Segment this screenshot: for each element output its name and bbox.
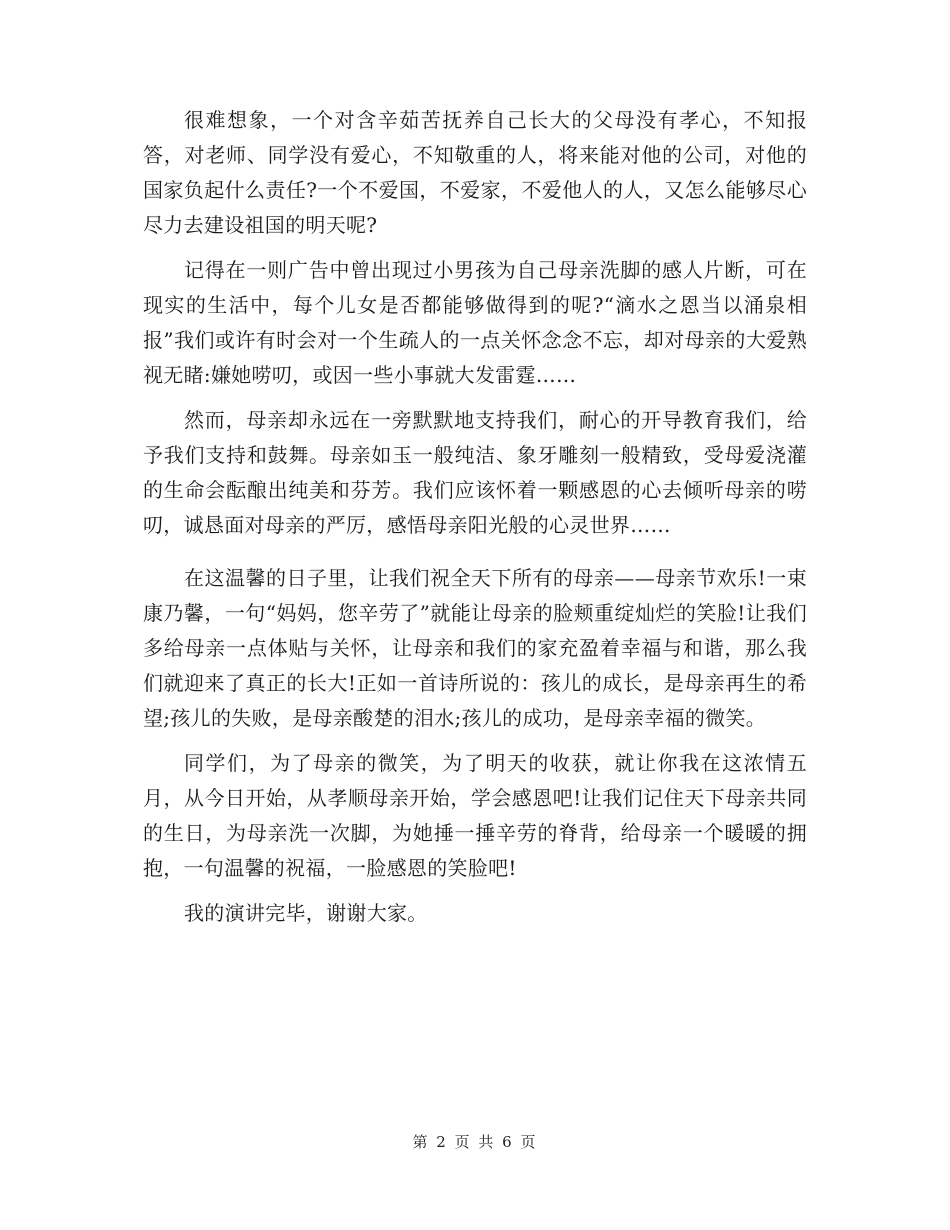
page-number-footer: 第 2 页 共 6 页 (412, 1133, 538, 1151)
paragraph-5: 同学们，为了母亲的微笑，为了明天的收获，就让你我在这浓情五月，从今日开始，从孝顺母亲开始，学会感恩吧!让我们记住天下母亲共同的生日，为母亲洗一次脚，为她捶一捶辛劳的脊背，给母亲一个暖暖的拥抱，一句温馨的祝福，一脸感恩的笑脸吧! (143, 751, 807, 880)
paragraph-1: 很难想象，一个对含辛茹苦抚养自己长大的父母没有孝心，不知报答，对老师、同学没有爱心，不知敬重的人，将来能对他的公司，对他的国家负起什么责任?一个不爱国，不爱家，不爱他人的人，又怎么能够尽心尽力去建设祖国的明天呢? (143, 108, 807, 237)
document-body (143, 103, 807, 931)
paragraph-4: 在这温馨的日子里，让我们祝全天下所有的母亲——母亲节欢乐!一束康乃馨，一句“妈妈，您辛劳了”就能让母亲的脸颊重绽灿烂的笑脸!让我们多给母亲一点体贴与关怀，让母亲和我们的家充盈着幸福与和谐，那么我们就迎来了真正的长大!正如一首诗所说的：孩儿的成长，是母亲再生的希望;孩儿的失败，是母亲酸楚的泪水;孩儿的成功，是母亲幸福的微笑。 (143, 566, 807, 730)
paragraph-3: 然而，母亲却永远在一旁默默地支持我们，耐心的开导教育我们，给予我们支持和鼓舞。母亲如玉一般纯洁、象牙雕刻一般精致，受母爱浇灌的生命会酝酿出纯美和芬芳。我们应该怀着一颗感恩的心去倾听母亲的唠叨，诚恳面对母亲的严厉，感悟母亲阳光般的心灵世界…… (143, 408, 807, 537)
paragraph-6: 我的演讲完毕，谢谢大家。 (184, 901, 428, 925)
paragraph-2: 记得在一则广告中曾出现过小男孩为自己母亲洗脚的感人片断，可在现实的生活中，每个儿女是否都能够做得到的呢?“滴水之恩当以涌泉相报”我们或许有时会对一个生疏人的一点关怀念念不忘，却对母亲的大爱熟视无睹:嫌她唠叨，或因一些小事就大发雷霆…… (143, 258, 807, 387)
